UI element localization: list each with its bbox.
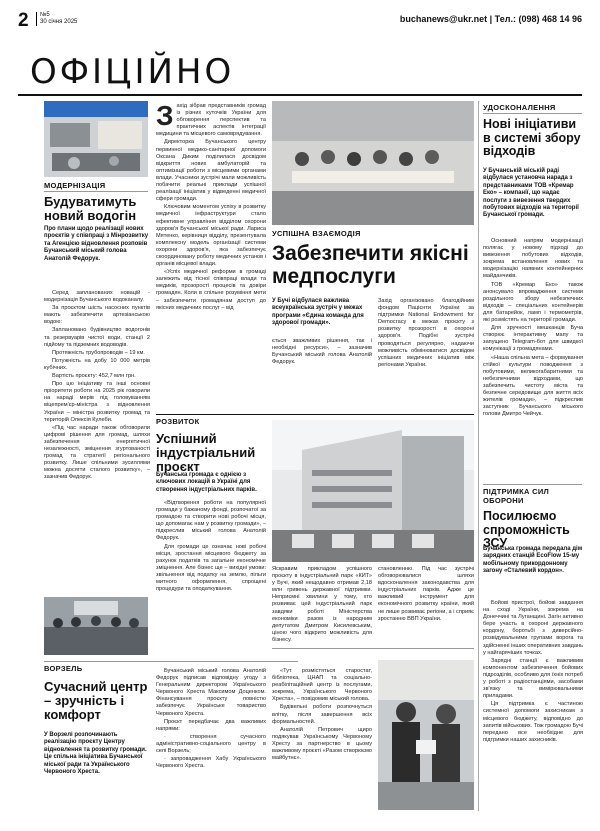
signing-photo bbox=[378, 660, 474, 810]
issue-number: №5 bbox=[40, 12, 50, 18]
medicine-meeting-photo bbox=[272, 101, 474, 225]
modernization-headline: Будуватимуть новий водогін bbox=[44, 194, 137, 224]
development-rubric: РОЗВИТОК bbox=[156, 417, 200, 426]
development-col1 bbox=[156, 500, 266, 594]
modernization-body bbox=[44, 290, 150, 482]
vorzel-lead: У Ворзелі розпочинають реалізацію проєкту Центру відновлення та розвитку громади. Це спільна ініціатива Бучанської міської ради та Українського Червоного Хреста. bbox=[44, 732, 147, 776]
paragraph: Ця підтримка є частиною системної допомоги захисникам з місцевого бюджету, відповідно до запитів військових. Тож громадою Бучі передано все необхідне для підтримки наших захисників. bbox=[483, 701, 584, 743]
medicine-headline: Забезпечити якісні медпослуги bbox=[272, 242, 469, 288]
paragraph: Анатолій Петрович щиро подякував Українському Червоному Хресту за партнерство в цьому важливому проєкті «Разом створюємо майбутнє». bbox=[272, 726, 372, 762]
development-top-rule bbox=[156, 414, 474, 415]
paragraph: Заплановано будівництво водогонів та резервуарів чистої води, станції 2 підйому та підземних водоводів. bbox=[44, 327, 150, 348]
defense-top-rule bbox=[483, 484, 582, 485]
paragraph: Серед запланованих новацій - модернізація Бучанського водоканалу. bbox=[44, 290, 150, 304]
paragraph: Про цю ініціативу та інші основні пріоритети роботи на 2025 рік говорили на нараді мерів під головуванням віцепрем'єр-міністра з відновлення України – міністра розвитку громад та територій Олексія Кулеби. bbox=[44, 381, 150, 423]
waterworks-photo bbox=[44, 101, 148, 177]
modernization-rubric: МОДЕРНІЗАЦІЯ bbox=[44, 181, 106, 190]
defense-body bbox=[483, 600, 583, 745]
paragraph: ТОВ «Кремар Еко» також анонсувало впровадження системи роздільного збору небезпечних відходів – спеціальних контейнерів для батарейок, ламп і термометрів, які розмістять на території громади. bbox=[483, 281, 583, 324]
section-title: ОФІЦІЙНО bbox=[30, 52, 235, 92]
paragraph: Бойові пристрої, бойові завдання на сході України, зокрема на Донеччині та Луганщині. Загін активно бере участь в охороні державного кордону, боротьбі з диверсійно-розвідувальними групами ворога та здійсненні інших оперативних завдань у найгарячіших точках. bbox=[483, 600, 583, 656]
right-column-rule bbox=[478, 101, 479, 811]
paragraph: Протяжність трубопроводів – 19 км. bbox=[52, 349, 145, 356]
development-lead: Бучанська громада є однією з ключових локацій в Україні для створення індустріальних парків. bbox=[156, 472, 257, 493]
vorzel-col1 bbox=[156, 668, 266, 771]
medicine-col2: ється зважливих рішення, так і необхідні ресурси», – зазначив Бучанський міський голова Анатолій Федорук. bbox=[272, 338, 372, 366]
paragraph: Потужність на добу 10 000 метрів кубічних. bbox=[44, 357, 150, 371]
paragraph: Ключовим моментом успіху в розвитку медичної інфраструктури стало ефективне управління відділом охорони здоров'я Бучанської міської ради. Лариса Мятенко, керівниця відділу, презентувала комплексну модель організації системи охорони здоров'я, яка забезпечує скоординовану роботу медичних установ і органів місцевої влади. bbox=[156, 204, 266, 268]
issue-info bbox=[36, 12, 77, 26]
paragraph: Для громади це означає нові робочі місця, зростання місцевого бюджету за рахунок податків та загальне економічне зміцнення. Але бізнес ще – вихідні умови: звільнення від податку на землю, пільги митного оформлення, спрощені процедури та оподаткування. bbox=[156, 543, 266, 593]
paragraph: «Успіх медичної реформи в громаді залежить від тісної співпраці влади та медиків, прозорості процесів та довіри громадян. Коли в спільне розуміння мети – забезпечити громадянам доступ до якісних медичних послуг – від bbox=[156, 269, 266, 311]
modernization-lead: Про плани щодо реалізації нових проєктів у співпраці з Мінрозвитку та Агенцією відновлення розповів Бучанський міський голова Анатолій Федорук. bbox=[44, 226, 149, 262]
medicine-col3: Захід організовано благодійним фондом Пацієнти України за підтримки National Endowment for Democracy в межах проєкту з розвитку прозорості в охороні здоров'я. Подібні зустрічі проводяться регулярно, надаючи можливість обмінюватися досвідом успішних медичних ініціатив між регіонами України. bbox=[378, 298, 474, 368]
contact-info: buchanews@ukr.net | Тел.: (098) 468 14 96 bbox=[399, 14, 582, 24]
paragraph: Для зручності мешканців Буча створює інтерактивну мапу та запущено Telegram-бот для швидкої комунікації з громадянами. bbox=[483, 325, 583, 353]
paragraph: Проєкт передбачає два важливих напрями: bbox=[156, 718, 266, 732]
meeting-photo bbox=[44, 597, 148, 655]
renewal-headline: Нові ініціативи в системі збору відходів bbox=[483, 117, 581, 158]
header-rule bbox=[18, 94, 582, 96]
paragraph: Основний напрям модернізації полягає у новому підході до вивезення побутових відходів, зокрема встановлення нових та модернізацію наявних контейнерних майданчиків. bbox=[483, 238, 583, 280]
development-col2: Яскравим прикладом успішного проєкту в індустріальний парк «КИТ» у Бучі, який нещодавно отримав 2,18 млн гривень державної підтримки. Неприємні хвилини у тому, хто розвиває цей індустріальний парк завдяки роботі Міністерства економіки разом із народним депутатом Дмитром Кисилевським, ціною чого відкрито можливість для бізнесу. bbox=[272, 566, 372, 643]
paragraph: · запровадження Хабу Українського Червоного Хреста. bbox=[156, 756, 266, 770]
industrial-park-photo bbox=[272, 420, 474, 562]
renewal-body bbox=[483, 238, 583, 419]
paragraph: За проєктом шість насосних пунктів мають забезпечити артезіанською водою: bbox=[44, 305, 150, 326]
vorzel-headline: Сучасний центр – зручність і комфорт bbox=[44, 679, 148, 723]
issue-date: 30 січня 2025 bbox=[40, 19, 78, 25]
paragraph: ахід зібрав представників громад із різних куточків України для обговорення перспектив та практичних аспектів інтеграції медицини та місцевого самоврядування. bbox=[156, 103, 266, 138]
defense-lead: Бучанська громада передала дім зарядних станцій EcoFlow 15-му мобільному прикордонному загону «Сталевий кордон». bbox=[483, 546, 583, 575]
development-mid-rule bbox=[272, 648, 474, 649]
page-number: 2 bbox=[18, 10, 29, 31]
paragraph: · створення сучасного адміністративно-соціального центру в селі Ворзель; bbox=[156, 733, 266, 755]
paragraph: «Тут розмістяться старостат, бібліотека, ЦНАП та соціально-реабілітаційний центр із послугами, зокрема, Українського Червоного Хреста», – повідомив міський голова. bbox=[272, 668, 372, 703]
renewal-rule bbox=[483, 113, 582, 114]
development-col3: становленню. Під час зустрічі обговорювалися шляхи вдосконалення законодавства для індустріальних парків. Адже це важливий інструмент для економічного розвитку країни, який не лише розвиває регіони, а і сприяє зростанню ВВП України. bbox=[378, 566, 474, 622]
dropcap: З bbox=[156, 100, 174, 131]
paragraph: «Наша спільна мета – формування стійкої культури поводження з побутовими, великогабаритними та небезпечними відходами, що забезпечить чистоту міста та безпечне середовище для життя всіх жителів громади», – підкреслив заступник Бучанського міського голови Дмитро Чейчук. bbox=[483, 354, 583, 418]
paragraph: «Під час наради також обговорили цифрові рішення для громад, шляхи забезпечення енергетичної незалежності, зміцнення згуртованості громад та стратегії регіонального розвитку. Лише спільними зусиллями можна досягти сталого розвитку», – зазначив Федорук. bbox=[44, 424, 150, 481]
renewal-rubric: УДОСКОНАЛЕННЯ bbox=[483, 103, 556, 112]
medicine-intro bbox=[156, 100, 266, 313]
paragraph: «Відтворення роботи на популярної громади у бажаному фонді, розпочатої за громадою та створити нові робочі місця, що допомагає нам у розвитку громади», – підкреслив міський голова Анатолій Федорук. bbox=[156, 500, 266, 542]
vorzel-rubric: ВОРЗЕЛЬ bbox=[44, 664, 83, 673]
paragraph: Директорка Бучанського центру первинної медико-санітарної допомоги Оксана Диким поділилася досвідом відкриття нових амбулаторій та оптимізації роботи з місцевими органами влади. Учасники зустрічі мали можливість побачити реальні приклади успішної реалізації ініціатив у відведенні медичної сфери громади. bbox=[156, 139, 266, 203]
paragraph: Зарядні станції є важливим компонентом забезпечення бойових підрозділів, особливо для їхніх потреб у роботі з радіостанціями, засобами зв'язку та вимірювальними приладами. bbox=[483, 657, 583, 700]
renewal-lead: У Бучанській міській раді відбулася установча нарада з представниками ТОВ «Кремар Еко» – компанії, що надає послуги з вивезення твердих побутових відходів на території Бучанської громади. bbox=[483, 168, 579, 219]
defense-rubric: ПІДТРИМКА СИЛ ОБОРОНИ bbox=[483, 487, 550, 505]
paragraph: Бучанський міський голова Анатолій Федорук підписав відповідну угоду з Генеральним директором Українського Червоного Хреста Максимом Доценком. Фінансування проєкту повністю забезпечує Українське товариство Червоного Хреста. bbox=[156, 668, 266, 717]
defense-headline: Посилюємо спроможність ЗСУ bbox=[483, 509, 570, 550]
modernization-rule bbox=[44, 191, 148, 192]
vorzel-top-rule bbox=[44, 661, 298, 662]
medicine-lead: У Бучі відбулася важлива всеукраїнська зустріч у межах програми «Єдина команда для здорової громади». bbox=[272, 298, 364, 327]
vorzel-col2 bbox=[272, 668, 372, 763]
paragraph: Вартість проєкту: 452,7 млн грн. bbox=[52, 373, 136, 380]
medicine-rubric: УСПІШНА ВЗАЄМОДІЯ bbox=[272, 229, 361, 238]
paragraph: Будівельні роботи розпочнуться влітку, після завершення всіх формальностей. bbox=[272, 704, 372, 725]
development-headline: Успішний індустріальний проєкт bbox=[156, 431, 256, 475]
